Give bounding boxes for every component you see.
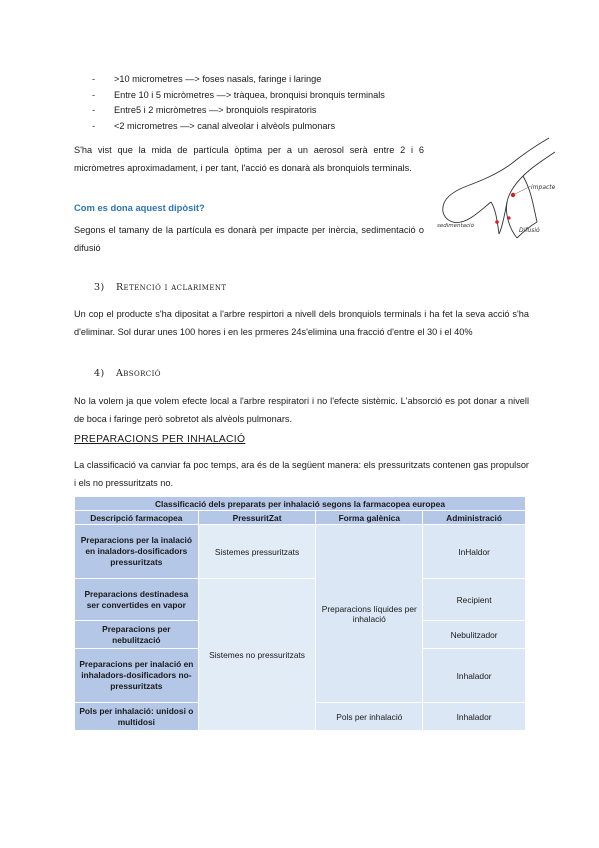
table-cell: Recipient <box>423 579 526 621</box>
classification-paragraph: La classificació va canviar fa poc temps, ara és de la següent manera: els pressuritzats contenen gas propulsor i els no pressuritzats no. <box>74 460 529 488</box>
list-item-text: Entre 10 i 5 micròmetres —> tràquea, bronquisi bronquis terminals <box>114 89 385 100</box>
label-sedimentacio: sedimentació <box>437 223 474 229</box>
table-cell: Pols per inhalació <box>316 703 423 731</box>
section-number: 4) <box>94 368 105 379</box>
airway-branch-outline <box>491 202 499 234</box>
table-row <box>75 579 526 621</box>
section-title: Retenció i aclariment <box>116 282 227 293</box>
table-cell: Pols per inhalació: unidosi o multidosi <box>75 703 199 731</box>
column-header: Descripció farmacopea <box>75 511 199 525</box>
table-title-row <box>75 497 526 511</box>
list-item <box>92 88 432 104</box>
section-heading-retencio <box>94 282 226 293</box>
column-header: Administració <box>423 511 526 525</box>
list-item-text: Entre5 i 2 micròmetres —> bronquiols respiratoris <box>114 105 317 115</box>
list-item-text: <2 micrometres —> canal alveolar i alvèols pulmonars <box>114 120 336 131</box>
particle-size-list <box>92 72 432 134</box>
airway-deposition-diagram <box>437 134 557 242</box>
column-header: Forma galènica <box>316 511 423 525</box>
table-cell: Preparacions per nebulització <box>75 621 199 649</box>
list-item <box>92 119 432 135</box>
table-title: Classificació dels preparats per inhalació segons la farmacopea europea <box>75 497 526 511</box>
label-leader-line <box>515 186 531 194</box>
absorption-paragraph: No la volem ja que volem efecte local a l'arbre respiratori i no l'efecte sistèmic. L'absorció es pot donar a nivell de boca i faringe però sobretot als alvèols pulmonars. <box>74 396 529 424</box>
bullet-dash: - <box>92 89 96 100</box>
bullet-dash: - <box>92 120 96 131</box>
label-impacte: impacte <box>531 184 556 191</box>
particle-dot <box>511 193 515 197</box>
inhalation-classification-table <box>74 496 526 731</box>
table-row <box>75 525 526 579</box>
bullet-dash: - <box>92 105 96 115</box>
section-title: Absorció <box>116 368 161 379</box>
table-cell: Preparacions líquides per inhalació <box>316 525 423 703</box>
table-header-row <box>75 511 526 525</box>
section-number: 3) <box>94 282 105 293</box>
table-cell: Preparacions per la inalació en inaladors-dosificadors pressuritzats <box>75 525 199 579</box>
table-cell: InHaldor <box>423 525 526 579</box>
section-heading-absorcio <box>94 368 161 379</box>
table-cell: Inhalador <box>423 703 526 731</box>
table-cell: Preparacions per inalació en inhaladors-dosificadors no-pressuritzats <box>75 649 199 703</box>
optimal-size-paragraph: S'ha vist que la mida de partícula òptima per a un aerosol serà entre 2 i 6 micròmetres aproximadament, i per tant, l'acció es donarà als bronquiols terminals. <box>74 145 424 173</box>
list-item <box>92 103 432 119</box>
deposit-question-heading: Com es dona aquest dipòsit? <box>74 202 205 213</box>
label-difusio: Difusió <box>519 227 540 234</box>
deposit-mechanism-paragraph: Segons el tamany de la partícula es donarà per impacte per inèrcia, sedimentació o difusió <box>74 225 424 253</box>
table-cell: Preparacions destinadesa ser convertides en vapor <box>75 579 199 621</box>
table-cell: Nebulitzador <box>423 621 526 649</box>
particle-dot <box>507 216 510 219</box>
list-item-text: >10 micrometres —> foses nasals, faringe i laringe <box>114 74 322 84</box>
table-cell: Inhalador <box>423 649 526 703</box>
table-cell: Sistemes pressuritzats <box>198 525 316 579</box>
retention-paragraph: Un cop el producte s'ha dipositat a l'arbre respirtori a nivell dels bronquiols terminals i ha fet la seva acció s'ha d'eliminar. Sol durar unes 100 hores i en les prmeres 24s'elimina una fracció d'entre el 30 i el 40% <box>74 309 529 337</box>
list-item <box>92 72 432 88</box>
column-header: PressuritZat <box>198 511 316 525</box>
particle-dot <box>495 220 499 224</box>
airway-branch-outline <box>499 202 507 234</box>
inhalation-preparations-title: PREPARACIONS PER INHALACIÓ <box>74 434 246 445</box>
airway-branch-outline <box>443 138 549 223</box>
bullet-dash: - <box>92 74 96 84</box>
table-cell: Sistemes no pressuritzats <box>198 579 316 731</box>
airway-branch-outline <box>523 176 537 222</box>
